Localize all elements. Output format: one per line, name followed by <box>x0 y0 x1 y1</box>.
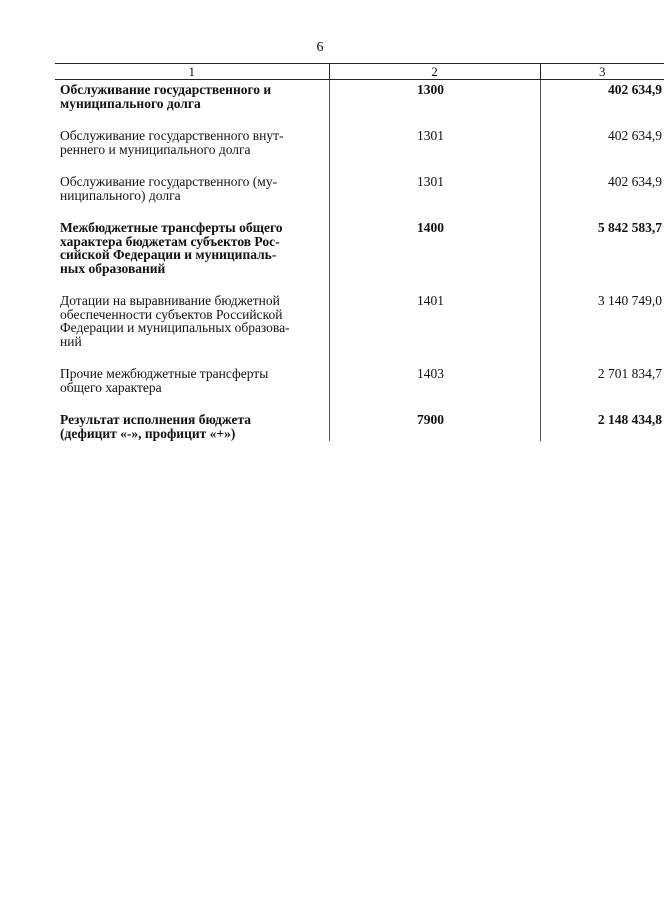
row-name-line: муниципального долга <box>60 95 201 111</box>
row-name <box>55 221 329 294</box>
row-name-line: (дефицит «-», профицит «+») <box>60 425 236 441</box>
row-name-line: Результат исполнения бюджета <box>60 412 251 427</box>
table-row <box>55 413 664 441</box>
row-code: 1301 <box>329 129 540 175</box>
row-name <box>55 294 329 367</box>
table-header <box>55 64 664 80</box>
row-code: 1301 <box>329 175 540 221</box>
row-code: 1400 <box>329 221 540 294</box>
row-name-line: Межбюджетные трансферты общего <box>60 220 283 235</box>
table-header-row <box>55 64 664 80</box>
row-name-line: обеспеченности субъектов Российской <box>60 306 283 322</box>
row-name-line: общего характера <box>60 379 162 395</box>
budget-table <box>55 63 664 441</box>
row-name-line: ниципального) долга <box>60 187 181 203</box>
row-name-line: Федерации и муниципальных образова- <box>60 320 290 335</box>
row-name-line: ных образований <box>60 260 166 276</box>
table-row <box>55 175 664 221</box>
column-header-amount: 3 <box>540 64 664 80</box>
row-name <box>55 367 329 413</box>
column-header-name: 1 <box>55 64 329 80</box>
row-amount: 3 140 749,0 <box>540 294 664 367</box>
row-name-line: Дотации на выравнивание бюджетной <box>60 293 280 308</box>
table-row <box>55 294 664 367</box>
row-name-line: Прочие межбюджетные трансферты <box>60 366 269 381</box>
row-code: 1401 <box>329 294 540 367</box>
table-row <box>55 80 664 130</box>
column-header-code: 2 <box>329 64 540 80</box>
row-code: 1403 <box>329 367 540 413</box>
row-code: 7900 <box>329 413 540 441</box>
table-row <box>55 221 664 294</box>
row-name <box>55 175 329 221</box>
row-amount: 402 634,9 <box>540 175 664 221</box>
row-amount: 402 634,9 <box>540 129 664 175</box>
row-code: 1300 <box>329 80 540 130</box>
row-name-line: Обслуживание государственного (му- <box>60 174 278 189</box>
row-amount: 2 148 434,8 <box>540 413 664 441</box>
table-body <box>55 80 664 442</box>
row-name-line: сийской Федерации и муниципаль- <box>60 247 277 262</box>
row-amount: 402 634,9 <box>540 80 664 130</box>
row-name <box>55 413 329 441</box>
row-name-line: Обслуживание государственного и <box>60 82 272 97</box>
row-name-line: Обслуживание государственного внут- <box>60 128 284 143</box>
row-name <box>55 80 329 130</box>
row-name-line: характера бюджетам субъектов Рос- <box>60 233 280 249</box>
row-amount: 2 701 834,7 <box>540 367 664 413</box>
row-amount: 5 842 583,7 <box>540 221 664 294</box>
table-row <box>55 129 664 175</box>
table-row <box>55 367 664 413</box>
page-number: 6 <box>316 40 324 55</box>
row-name-line: ний <box>60 333 82 349</box>
row-name <box>55 129 329 175</box>
row-name-line: реннего и муниципального долга <box>60 141 251 157</box>
